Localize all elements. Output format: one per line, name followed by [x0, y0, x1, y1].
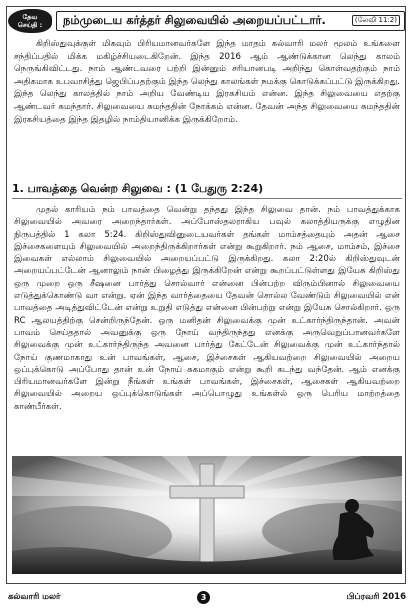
- title-bar: [56, 11, 405, 31]
- issue-date: பிப்ரவரி 2016: [346, 591, 406, 602]
- verse-reference: (லேவி 11:2): [352, 15, 400, 26]
- cross-image: [12, 456, 402, 574]
- intro-text: [14, 38, 400, 126]
- article-title: நம்முடைய கர்த்தர் சிலுவையில் அறையப்பட்டார்.: [63, 13, 326, 27]
- page-number: 3: [197, 591, 210, 604]
- intro-paragraph: கிறிஸ்துவுக்குள் மிகவும் பிரியமானவர்களே இந்த மாதம் கல்வாரி மலர் மூலம் உங்களை சந்திப்பதில் மிக்க மகிழ்ச்சியடைகிறேன். இந்த 2016 ஆம் ஆண்டுக்கான லெந்து காலம் நெருங்கிவிட்டது. நாம் ஆண்டவரை பற்றி இன்னும் சரியானபடி அறிந்து கொள்வதற்கும் நாம் அதிகமாக உபவாசித்து ஜெபிப்பதற்கும் இந்த லெந்து காலங்கள் நமக்கு கொடுக்கப்பட்டு இருக்கிறது. இந்த லெந்து காலத்தில் நாம் அறிய வேண்டிய இரகசியம் என்ன. இந்த சிலுவையை எதற்கு ஆண்டவர் சுமந்தார். சிலுவையை சுமந்ததின் நோக்கம் என்ன. தேவன் அந்த சிலுவையை சுமந்ததின் இரகசியத்தை இந்த இதழில் நாம்தியானிக்க இருக்கிறோம்.: [14, 39, 400, 125]
- badge-line-1: தேவ: [22, 13, 38, 21]
- section-badge: [8, 9, 52, 33]
- badge-line-2: செய்தி :: [17, 21, 43, 29]
- section-paragraph: முதல் காரியம் நம் பாவத்தை வென்று தந்தது இந்த சிலுவை தான். நம் பாவத்துக்காக சிலுவையில் அவரை அறைந்தார்கள். அப்போஸ்தலராகிய பவுல் கலாத்தியருக்கு எழுதின நிருபத்தில் 1 கலா 5:24. கிறிஸ்துவினுடையவர்கள் தங்கள் மாம்சத்தையும் அதன் ஆசை இச்சைகளையும் சிலுவையில் அறைந்திருக்கிறார்கள் என்று கூறுகிறார். நம் ஆசை, மாம்சம், இச்சை இவைகள் எல்லாம் சிலுவையில் அறையப்பட்டு இருக்கிறது. கலா 2:20ல் கிறிஸ்துவுடன் அறையப்பட்டேன் ஆனாலும் நான் பிழைத்து இருக்கிறேன் என்று கூறப்பட்டுள்ளது இயேசு கிறிஸ்து ஒரு முறை ஒரு சீஷனை பார்த்து சொல்வார் என்னை பின்பற்ற விரும்பினால் சிலுவையை எடுத்துக்கொண்டு வா என்று. ஏன் இந்த வார்த்தையை தேவன் சொல்ல வேண்டும் சிலுவையில் என் பாவத்தை அடித்துவிட்டேன் என்று உறுதி எடுத்து என்னை பின்பற்று என்று இயேசு சொல்கிறார். ஒரு RC ஆலயத்திற்கு சென்றிருந்தேன். ஒரு மனிதன் சிலுவைக்கு முன் உட்கார்ந்திருந்தான். அவன் பாவம் செய்ததால் அவனுக்கு ஒரு நோய் வந்திருந்தது எனக்கு அருவெறுப்பானவர்களே சிலுவைக்கு முன் உட்கார்ந்திருந்த அவனை பார்த்து கேட்டேன் சிலுவைக்கு முன் உட்கார்ந்தால் நோய் குணமாகாது உன் பாவங்கள், ஆசை, இச்சைகள் ஆகியவற்றை சிலுவையில் அறைய ஒப்புக்கொடு அப்போது தான் உன் நோய் சுகமாகும் என்று கூறி கடந்து வந்தேன். ஆம் எனக்கு பிரியமானவர்களே இன்று நீங்கள் உங்கள் பாவங்கள், இச்சைகள், ஆசைகள் ஆகியவற்றை சிலுவையில் அறைய ஒப்புக்கொடுங்கள் அப்பொழுது உங்கள்ல் ஒரு பெரிய மாற்றத்தை காண்பீர்கள்.: [14, 205, 400, 412]
- section-heading: 1. பாவத்தை வென்ற சிலுவை : (1 பேதுரு 2:24): [12, 182, 402, 199]
- section-body: [14, 204, 400, 413]
- article-header: [8, 8, 405, 34]
- cross-illustration: [12, 456, 402, 574]
- magazine-name: கல்வாரி மலர்: [8, 591, 61, 602]
- page-footer: [8, 590, 406, 604]
